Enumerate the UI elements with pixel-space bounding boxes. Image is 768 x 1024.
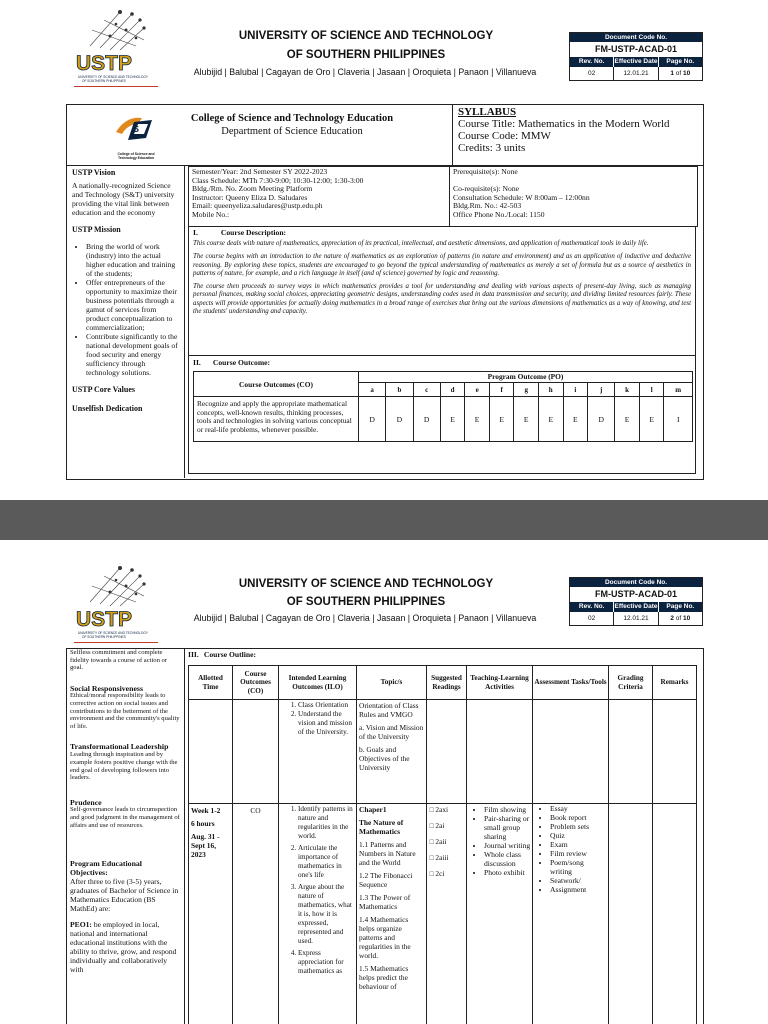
prerequisite-info: Prerequisite(s): None (453, 167, 518, 176)
hours-label: 6 hours (191, 819, 215, 828)
mission-list (72, 242, 180, 377)
course-code: Course Code: MMW (458, 130, 551, 142)
assessment-item: • Film review (550, 849, 607, 858)
logo-text: USTP (76, 608, 133, 631)
rev-label: Rev. No. (570, 602, 613, 612)
office-phone-info: Office Phone No./Local: 1150 (453, 209, 545, 219)
topic-item: 1.5 Mathematics helps predict the behaviour of (359, 964, 409, 991)
mission-title: USTP Mission (72, 225, 121, 234)
course-info-grid (188, 166, 698, 227)
rev-value: 02 (570, 67, 613, 80)
ilo-item: 2. Articulate the importance of mathematics in one's life (298, 844, 355, 880)
po-value: E (538, 397, 563, 442)
ilo-item: 1. Class Orientation (298, 701, 355, 710)
instructor-info: Instructor: Queeny Eliza D. Saludares (192, 192, 308, 202)
outline-column-header: Intended Learning Outcomes (ILO) (279, 666, 357, 700)
outline-column-header: Remarks (653, 666, 697, 700)
outline-column-header: Course Outcomes (CO) (233, 666, 279, 700)
syllabus-page-1 (0, 0, 768, 500)
rev-label: Rev. No. (570, 57, 613, 67)
mission-item: • Offer entrepreneurs of the opportunity to maximize their business potentials through a gamut of services from product conceptualization to commercialization; (86, 278, 180, 332)
peo-text: After three to five (3-5) years, graduates of Bachelor of Science in Mathematics Education (BS MathEd) are: (70, 877, 179, 914)
doc-code: FM-USTP-ACAD-01 (595, 589, 677, 599)
description-number: I. (193, 228, 198, 237)
peo1-text: be employed in local, national and international educational institutions with the ability to thrive, grow, and respond individually and collaboratively with (70, 920, 177, 975)
svg-text:UNIVERSITY OF SCIENCE AND TECH: UNIVERSITY OF SCIENCE AND TECHNOLOGY (78, 631, 149, 635)
reading-label: 2aiii (435, 853, 449, 862)
university-name-line1: UNIVERSITY OF SCIENCE AND TECHNOLOGY (238, 30, 494, 42)
reading-label: 2axi (435, 805, 449, 814)
po-letter: e (465, 383, 490, 397)
social-text: Ethical/moral responsibility leads to corrective action on social issues and contributions to the betterment of the environment and the community's quality of life. (70, 692, 180, 730)
po-letter: b (386, 383, 413, 397)
topic-item: 1.1 Patterns and Numbers in Nature and the World (359, 840, 416, 867)
outline-heading (188, 650, 256, 659)
svg-text:UNIVERSITY OF SCIENCE AND TECH: UNIVERSITY OF SCIENCE AND TECHNOLOGY (78, 75, 149, 79)
outline-column-header: Suggested Readings (427, 666, 467, 700)
chapter-title: The Nature of Mathematics (359, 818, 404, 836)
social-title: Social Responsiveness (70, 683, 143, 693)
effective-date-label: Effective Date (614, 603, 658, 610)
description-title: Course Description: (220, 228, 287, 237)
po-letter: a (359, 383, 386, 397)
checkbox-icon: ☐ (429, 855, 435, 862)
assessment-list (534, 804, 607, 894)
outcome-title: Course Outcome: (212, 358, 271, 367)
ilo-item: 3. Argue about the nature of mathematics, what it is, how it is expressed, represented and used. (298, 883, 355, 946)
ustp-logo (70, 6, 162, 98)
class-schedule: Class Schedule: MTh 7:30-9:00; 10:30-12:00; 1:30-3:00 (192, 175, 364, 185)
po-value: I (664, 397, 693, 442)
university-name-line1: UNIVERSITY OF SCIENCE AND TECHNOLOGY (238, 578, 494, 590)
course-outline-table (188, 665, 697, 1024)
po-letter: d (440, 383, 465, 397)
activity-item: • Pair-sharing or small group sharing (484, 814, 531, 841)
topic-goals: b. Goals and Objectives of the University (359, 745, 410, 772)
outline-column-header: Teaching-Learning Activities (467, 666, 533, 700)
description-p2: The course begins with an introduction to the nature of mathematics as an exploration of patterns (in nature and environment) and as an application of inductive and deductive reasoning. By exploring these topics, students are encouraged to go beyond the typical understanding of mathematics as merely a set of formula but as a source of aesthetics in patterns of nature, for example, and a rich language in itself (and of science) governed by logic and reasoning. (193, 253, 691, 277)
outline-column-header: Grading Criteria (609, 666, 653, 700)
reading-item (429, 837, 464, 847)
week-label: Week 1-2 (191, 806, 221, 815)
vision-title: USTP Vision (72, 168, 116, 177)
ilo-item: 1. Identify patterns in nature and regularities in the world. (298, 805, 355, 841)
core-values-title: USTP Core Values (72, 385, 135, 394)
reading-label: 2ci (435, 869, 445, 878)
po-letter: c (413, 383, 440, 397)
date-range: Aug. 31 -Sept 16, 2023 (191, 832, 220, 859)
assessment-item: • Assignment (550, 885, 607, 894)
transformational-text: Leading through inspiration and by example fosters positive change with the end goal of developing followers into leaders. (70, 751, 178, 782)
po-letter: m (664, 383, 693, 397)
office-building-info: Bldg.Rm. No.: 42-503 (453, 201, 522, 211)
reading-label: 2ai (435, 821, 445, 830)
effective-date-value: 12.01.21 (613, 67, 657, 80)
po-value: E (563, 397, 588, 442)
department-name: Department of Science Education (221, 126, 363, 137)
rev-value: 02 (570, 612, 613, 625)
activities-list (468, 805, 531, 877)
logo-text: USTP (76, 52, 133, 75)
ustp-logo (70, 562, 162, 654)
reading-item (429, 869, 464, 879)
co-text: Recognize and apply the appropriate mathematical concepts, well-known results, thinking processes, tools and technologies in solving various conceptual or real-life problems, whenever possible. (194, 397, 359, 442)
svg-text:OF SOUTHERN PHILIPPINES: OF SOUTHERN PHILIPPINES (82, 79, 126, 83)
page-no-label: Page No. (658, 602, 702, 612)
assessment-item: • Poem/song writing (550, 858, 607, 876)
vision-text: A nationally-recognized Science and Technology (S&T) university providing the vital link between education and the economy (72, 181, 175, 217)
po-value: E (440, 397, 465, 442)
mobile-info: Mobile No.: (192, 209, 230, 219)
outline-column-header: Allotted Time (189, 666, 233, 700)
topic-orientation: Orientation of Class Rules and VMGO (359, 701, 419, 719)
reading-item (429, 805, 464, 815)
assessment-item: • Exam (550, 840, 607, 849)
outline-title: Course Outline: (203, 650, 257, 659)
description-p1: This course deals with nature of mathematics, appreciation of its practical, intellectual, and aesthetic dimensions, and application of mathematical tools in daily life. (193, 240, 649, 247)
row1-ilo-list (280, 701, 355, 737)
po-value: E (639, 397, 664, 442)
topic-item: 1.2 The Fibonacci Sequence (359, 871, 413, 889)
po-letter: i (563, 383, 588, 397)
assessment-item: • Book report (550, 813, 607, 822)
activity-item: • Whole class discussion (484, 850, 531, 868)
email-info: Email: queenyeliza.saludares@ustp.edu.ph (192, 201, 323, 211)
university-name-line2: OF SOUTHERN PHILIPPINES (286, 49, 446, 61)
po-letter: j (588, 383, 615, 397)
po-value: E (489, 397, 514, 442)
po-letter: l (639, 383, 664, 397)
outcome-table (193, 371, 693, 442)
corequisite-info: Co-requisite(s): None (453, 184, 520, 194)
co-cell: CO (233, 804, 279, 1024)
prudence-title: Prudence (70, 797, 102, 807)
doc-code-label: Document Code No. (570, 578, 702, 587)
page-no-label: Page No. (658, 57, 702, 67)
topic-vision: a. Vision and Mission of the University (359, 723, 424, 741)
po-header: Program Outcome (PO) (359, 372, 693, 383)
course-outcome-section (188, 356, 696, 474)
assessment-item: • Seatwork/ (550, 876, 607, 885)
doc-code-label: Document Code No. (570, 33, 702, 42)
assessment-item: • Problem sets (550, 822, 607, 831)
svg-text:OF SOUTHERN PHILIPPINES: OF SOUTHERN PHILIPPINES (82, 635, 126, 639)
po-value: E (465, 397, 490, 442)
mission-item: • Contribute significantly to the national development goals of food security and energy sufficiency through technology solutions. (86, 332, 180, 377)
checkbox-icon: ☐ (429, 823, 435, 830)
po-letter: h (538, 383, 563, 397)
outline-column-header: Topic/s (357, 666, 427, 700)
po-letter: f (489, 383, 514, 397)
reading-item (429, 821, 464, 831)
syllabus-label: SYLLABUS (458, 106, 517, 118)
po-value: D (588, 397, 615, 442)
activity-item: • Journal writing (484, 841, 531, 850)
activity-item: • Film showing (484, 805, 531, 814)
consultation-info: Consultation Schedule: W 8:00am – 12:00nn (453, 192, 590, 202)
course-description-section (188, 226, 696, 356)
topic-item: 1.4 Mathematics helps organize patterns and regularities in the world. (359, 915, 411, 960)
chapter-label: Chaper1 (359, 805, 387, 814)
effective-date-label: Effective Date (614, 58, 658, 65)
page-number: 1 of 10 (658, 67, 702, 80)
syllabus-title-block (458, 106, 698, 154)
sidebar-core-values (70, 649, 180, 974)
doc-code: FM-USTP-ACAD-01 (595, 44, 677, 54)
svg-text:S: S (132, 124, 140, 134)
co-header: Course Outcomes (CO) (194, 372, 359, 397)
po-value: E (514, 397, 539, 442)
ilo-item: 2. Understand the vision and mission of the University. (298, 710, 355, 737)
effective-date-value: 12.01.21 (613, 612, 657, 625)
mission-item: • Bring the world of work (industry) into the actual higher education and training of the students; (86, 242, 180, 278)
campus-list: Alubijid | Balubal | Cagayan de Oro | Claveria | Jasaan | Oroquieta | Panaon | Villanueva (193, 613, 537, 623)
ilo-item: 4. Express appreciation for mathematics as (298, 949, 355, 976)
checkbox-icon: ☐ (429, 871, 435, 878)
prudence-text: Self-governance leads to circumspection and good judgment in the management of affairs and use of resources. (70, 806, 180, 829)
readings-cell (427, 804, 467, 1024)
reading-item (429, 853, 464, 863)
checkbox-icon: ☐ (429, 807, 435, 814)
semester-info: Semester/Year: 2nd Semester SY 2022-2023 (192, 167, 328, 176)
reading-label: 2aii (435, 837, 447, 846)
core-value-first: Unselfish Dedication (72, 404, 143, 413)
assessment-item: • Essay (550, 804, 607, 813)
po-letter: g (514, 383, 539, 397)
syllabus-page-2 (0, 540, 768, 1024)
page-number: 2 of 10 (658, 612, 702, 625)
outline-number: III. (188, 650, 199, 659)
course-credits: Credits: 3 units (458, 142, 526, 154)
po-value: E (615, 397, 640, 442)
campus-list: Alubijid | Balubal | Cagayan de Oro | Claveria | Jasaan | Oroquieta | Panaon | Villanueva (193, 67, 537, 77)
document-code-box (569, 32, 703, 81)
row2-ilo-list (280, 805, 355, 976)
peo-title: Program Educational Objectives: (70, 859, 142, 878)
peo1-label: PEO1: (70, 920, 92, 930)
university-name-line2: OF SOUTHERN PHILIPPINES (286, 596, 446, 608)
room-info: Bldg./Rm. No. Zoom Meeting Platform (192, 184, 313, 194)
sidebar-vision-mission (72, 168, 180, 417)
college-name: College of Science and Technology Education (190, 113, 394, 124)
po-letter: k (615, 383, 640, 397)
description-p3: The course then proceeds to survey ways in which mathematics provides a tool for understanding and dealing with various aspects of present-day living, such as managing personal finances, making social choices, appreciating geometric designs, understanding codes used in data transmission and security, and dividing limited resources fairly. These aspects will provide opportunities for actually doing mathematics in a broad range of exercises that bring out the various dimensions of mathematics as a way of knowing, and test the students' understanding and capacity. (193, 283, 691, 316)
course-title: Course Title: Mathematics in the Modern World (458, 118, 670, 130)
po-value: D (413, 397, 440, 442)
checkbox-icon: ☐ (429, 839, 435, 846)
outline-column-header: Assessment Tasks/Tools (533, 666, 609, 700)
document-code-box (569, 577, 703, 626)
po-value: D (386, 397, 413, 442)
core-value-cont: Selfless commitment and complete fidelity towards a course of action or goal. (70, 649, 168, 672)
outcome-number: II. (193, 358, 201, 367)
activity-item: • Photo exhibit (484, 868, 531, 877)
college-logo: S College of Science and Technology Education (112, 110, 160, 152)
topic-item: 1.3 The Power of Mathematics (359, 893, 411, 911)
assessment-item: • Quiz (550, 831, 607, 840)
po-value: D (359, 397, 386, 442)
transformational-title: Transformational Leadership (70, 742, 169, 752)
